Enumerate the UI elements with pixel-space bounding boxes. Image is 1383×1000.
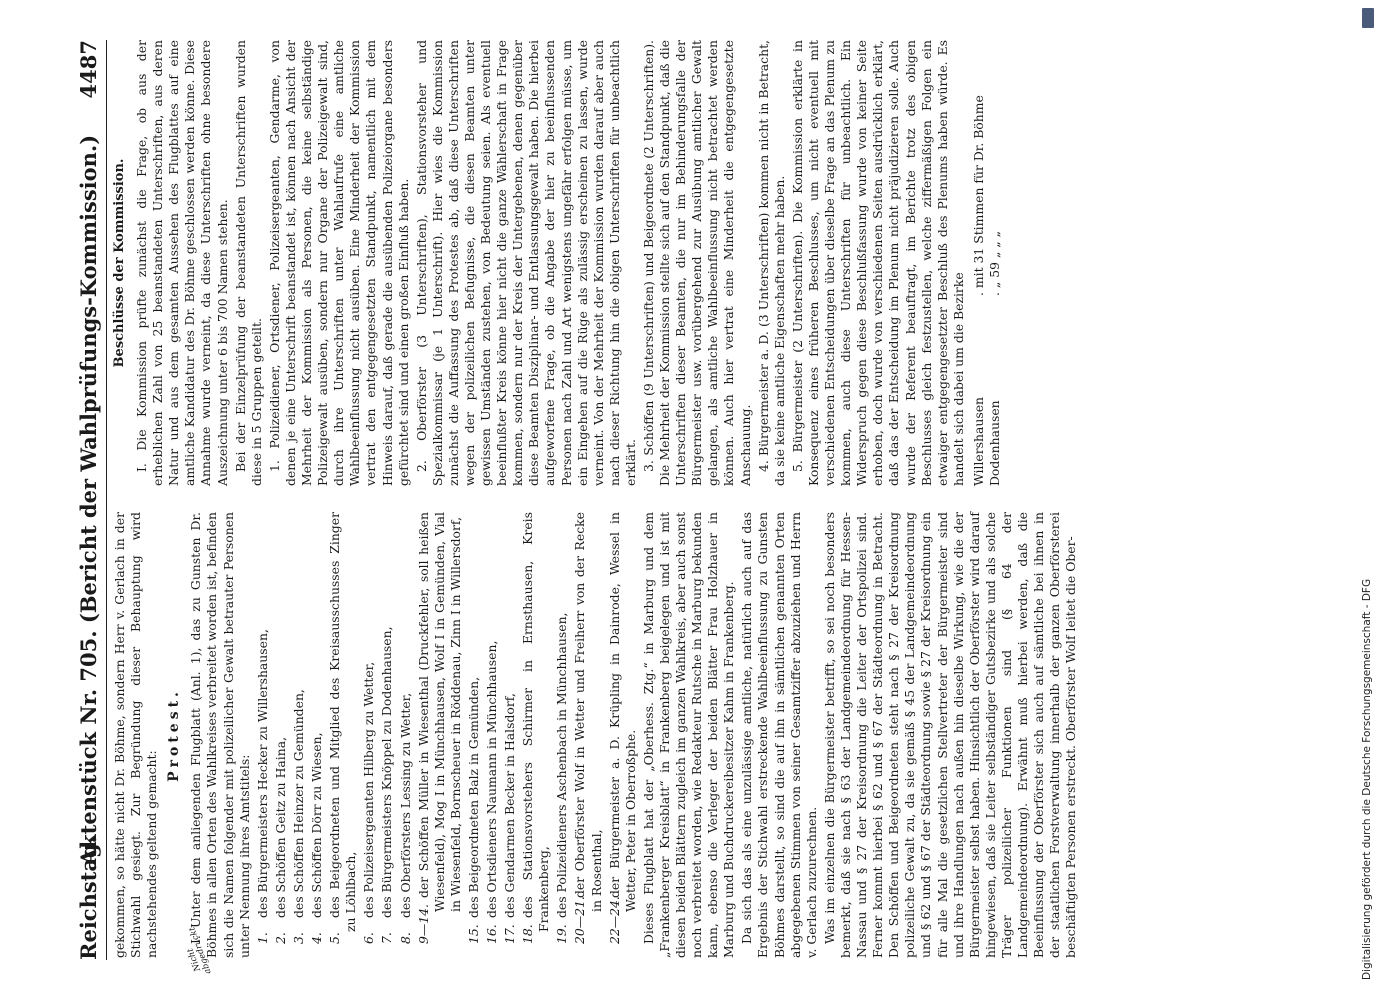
section-heading-protest: Protest. (166, 688, 183, 782)
right-para-7: 5. Bürgermeister (2 Unterschriften). Die Kommission erklärte in Konsequenz eines früheren Beschlusses, um nicht eventuell mit verschiedenen Entscheidungen über dieselbe Frage an das Plenum zu kommen, auch diese Unterschriften für unbeachtlich. Ein Widerspruch gegen diese Beschlußfassung wurde von keiner Seite erhoben, doch wurde von verschiedenen Seiten ausdrücklich erklärt, daß das der Entscheidung im Plenum nicht präjudizieren solle. Auch wurde der Referent beauftragt, im Berichte trotz des obigen Beschlusses gleich festzustellen, welche ziffermäßigen Folgen ein etwaiger entgegengesetzter Beschluß des Plenums haben würde. Es handelt sich dabei um die Bezirke (789, 40, 966, 486)
list-text: der Oberförster Wolf in Wetter und Freiherr von der Recke in Rosenthal, (572, 512, 604, 912)
digitization-note-text: Digitalisierung gefördert durch die Deutsche Forschungsgemeinschaft - DFG (1361, 578, 1373, 980)
vote-table (971, 40, 1003, 486)
list-number: 19. (554, 924, 570, 944)
list-item (398, 512, 414, 958)
list-item (466, 512, 482, 958)
list-number: 8. (397, 932, 413, 944)
left-para-2: Dieses Flugblatt hat der „Oberhess. Ztg.“ in Marburg und dem „Frankenberger Kreisblatt“ in Frankenberg beigelegen und ist mit diesen beiden Blättern zugleich im ganzen Wahlkreis, aber auch sonst noch verbreitet worden, wie Redakteur Rutsche in Marburg bekunden kann, ebenso die Verleger der beiden Blätter Frau Holzhauer in Marburg und Buchdruckereibesitzer Kahm in Frankenberg. (640, 512, 737, 958)
page-number: 4487 (76, 40, 101, 99)
list-number: 6. (361, 932, 377, 944)
list-number: 15. (465, 924, 481, 944)
list-item (416, 512, 464, 958)
list-text: des Schöffen Dörr zu Wiesen, (309, 732, 325, 918)
list-text: des Gendarmen Becker in Halsdorf, (502, 693, 518, 918)
header-rule (106, 40, 107, 960)
list-number: 3. (290, 932, 306, 944)
list-text: der Schöffen Müller in Wiesenthal (Druckfehler, soll heißen Wiesenfeld), Mog I in Münchhausen, Wolf I in Gemünden, Vial in Wiesenfeld, Bornscheuer in Röddenau, Zinn I in Willersdorf, (415, 512, 463, 912)
list-item (273, 512, 289, 958)
list-text: des Ortsdieners Naumann in Münchhausen, (483, 640, 499, 918)
list-text: des Polizeisergeanten Hilberg zu Wetter, (361, 661, 377, 918)
right-para-1: I. Die Kommission prüfte zunächst die Frage, ob aus der erheblichen Zahl von 25 beanstandeten Unterschriften, aus deren Natur und aus dem gesamten Aussehen des Flugblattes auf eine amtliche Kandidatur des Dr. Böhme geschlossen werden könne. Diese Annahme wurde verneint, da diese Unterschriften ohne besondere Auszeichnung unter 6 bis 700 Namen stehen. (134, 40, 230, 486)
list-number: 1. (254, 932, 270, 944)
list-number: 2. (272, 932, 288, 944)
list-text: des Beigeordneten Balz in Gemünden, (465, 676, 481, 918)
list-text: des Stationsvorstehers Schirmer in Ernsthausen, Kreis Frankenberg, (520, 512, 552, 932)
list-number: 17. (502, 924, 518, 944)
list-item (361, 512, 377, 958)
list-text: der Bürgermeister a. D. Krüpling in Dainrode, Wessel in Wetter, Peter in Oberroßphe. (606, 512, 638, 912)
header-left: Reichstag. (76, 836, 101, 960)
list-item (309, 512, 325, 958)
list-item (520, 512, 552, 958)
right-column (112, 40, 1003, 486)
list-item (327, 512, 359, 958)
list-text: des Schöffen Geitz zu Haina, (272, 736, 288, 918)
vote-count: . mit 31 Stimmen für Dr. Böhme (970, 95, 986, 296)
left-column (112, 512, 1081, 976)
list-item (554, 512, 570, 958)
left-para-4: Was im einzelnen die Bürgermeister betrifft, so sei noch besonders bemerkt, daß sie nach § 63 der Landgemeindeordnung für Hessen-Nassau und § 27 der Kreisordnung die Leiter der Ortspolizei sind. Ferner kommt hierbei § 62 und § 67 der Städteordnung in Betracht. Den Schöffen und Beigeordneten steht nach § 27 der Kreisordnung polizeiliche Gewalt zu, da sie gemäß § 45 der Landgemeindeordnung und § 62 und § 67 der Städteordnung sowie § 27 der Kreisordnung ein für alle Mal die gesetzlichen Stellvertreter der Bürgermeister sind und ihre Handlungen nach außen hin dieselbe Wirkung, wie die der Bürgermeister selbst haben. Hinsichtlich der Oberförster wird darauf hingewiesen, daß sie Leiter selbständiger Gutsbezirke und als solche Träger polizeilicher Funktionen sind (§ 64 der Landgemeindeordnung). Erwähnt muß hierbei werden, daß die Beeinflussung der Oberförster sich auch auf sämtliche bei ihnen in der staatlichen Forstverwaltung innerhalb der ganzen Oberförsterei beschäftigten Personen erstreckt. Oberförster Wolf leitet die Ober- (821, 512, 1079, 958)
digitization-note (1360, 10, 1374, 990)
vote-row (971, 40, 987, 486)
list-number: 5. (327, 932, 343, 944)
list-number: 16. (483, 924, 499, 944)
list-item (502, 512, 518, 958)
right-para-2: Bei der Einzelprüfung der beanstandeten Unterschriften wurden diese in 5 Gruppen geteilt. (232, 40, 264, 486)
signatory-list (255, 512, 639, 958)
page-header (72, 40, 106, 960)
margin-note: Nicht abgedruckt. (185, 922, 214, 976)
list-text: des Polizeidieners Aschenbach in Münchhausen, (554, 612, 570, 918)
list-item (379, 512, 395, 958)
vote-row (987, 40, 1003, 486)
right-para-6: 4. Bürgermeister a. D. (3 Unterschriften) kommen nicht in Betracht, da sie keine amtliche Eigenschaften mehr haben. (755, 40, 787, 486)
header-title: Aktenstück Nr. 705. (Bericht der Wahlprüfungs-Kommission.) (76, 134, 101, 866)
vote-district: Dodenhausen (986, 400, 1002, 486)
right-para-5: 3. Schöffen (9 Unterschriften) und Beigeordnete (2 Unterschriften). Die Mehrheit der Kommission stellte sich auf den Standpunkt, daß die Unterschriften dieser Beamten, die nur im Behinderungsfalle der Bürgermeister usw. vorübergehend zur Ausübung amtlicher Gewalt gelangen, als amtliche Wahlbeeinflussung nicht betrachtet werden können. Auch hier vertrat eine Minderheit die entgegengesetzte Anschauung. (641, 40, 753, 486)
list-text: des Beigeordneten und Mitglied des Kreisausschusses Zinger zu Löhlbach, (327, 512, 359, 932)
list-number: 20—21. (572, 896, 588, 944)
vote-district: Willershausen (970, 396, 986, 486)
left-para-3: Da sich das als eine unzulässige amtliche, natürlich auch auf das Ergebnis der Stichwahl erstreckende Wahlbeeinflussung zu Gunsten Böhmes darstellt, so sind die auf ihn in sämtlichen genannten Orten abgegebenen Stimmen von seiner Gesamtziffer abzuziehen und Herrn v. Gerlach zuzurechnen. (739, 512, 819, 958)
left-para-1: I. Unter dem anliegenden Flugblatt (Anl. 1), das zu Gunsten Dr. Böhmes in allen Orten des Wahlkreises verbreitet worden ist, befinden sich die Namen folgender mit polizeilicher Gewalt betrauter Personen unter Nennung ihres Amtstitels: (188, 512, 252, 958)
list-number: 7. (379, 932, 395, 944)
list-text: des Bürgermeisters Knöppel zu Dodenhausen, (379, 626, 395, 918)
rotated-page-frame (60, 20, 1300, 980)
document-page (60, 20, 1300, 980)
list-number: 22—24. (606, 896, 622, 944)
list-text: des Oberförsters Lessing zu Wetter, (397, 692, 413, 918)
left-intro: gekommen, so hätte nicht Dr. Böhme, sondern Herr v. Gerlach in der Stichwahl gesiegt. Zur Begründung dieser Behauptung wird nachstehendes geltend gemacht: (112, 512, 160, 958)
section-heading-decisions: Beschlüsse der Kommission. (112, 158, 127, 368)
list-number: 9—14. (415, 904, 431, 944)
list-number: 4. (309, 932, 325, 944)
list-item (291, 512, 307, 958)
list-item (607, 512, 639, 958)
right-para-4: 2. Oberförster (3 Unterschriften), Stationsvorsteher und Spezialkommissar (je 1 Unterschrift). Hier wies die Kommission zunächst die Auffassung des Protestes ab, daß diese Unterschriften wegen der polizeilichen Befugnisse, die diesen Beamten unter gewissen Umständen zustehen, von Bedeutung seien. Als eventuell beeinflußter Kreis könne hier nicht die ganze Wählerschaft in Frage kommen, sondern nur der Kreis der Untergebenen, denen gegenüber diese Beamten Disziplinar- und Entlassungsgewalt haben. Die hierbei aufgeworfene Frage, ob die Angabe der hier zu beeinflussenden Personen nach Zahl und Art wenigstens ungefähr erfolgen müsse, um ein Eingehen auf die Rüge als zulässig erscheinen zu lassen, wurde verneint. Von der Mehrheit der Kommission wurden darauf aber auch nach dieser Richtung hin die obigen Unterschriften für unbeachtlich erklärt. (413, 40, 638, 486)
list-text: des Schöffen Heinzer zu Gemünden, (290, 689, 306, 918)
list-item (484, 512, 500, 958)
list-number: 18. (520, 924, 536, 944)
list-item (255, 512, 271, 958)
list-item (572, 512, 604, 958)
vote-count: . „ 59 „ „ „ (986, 230, 1002, 296)
right-para-3: 1. Polizeidiener, Ortsdiener, Polizeisergeanten, Gendarme, von denen je eine Unterschrift beanstandet ist, können nach Ansicht der Mehrheit der Kommission als Personen, die keine selbständige Polizeigewalt ausüben, sondern nur Organe der Polizeigewalt sind, durch ihre Unterschriften unter Wahlaufrufe eine amtliche Wahlbeeinflussung nicht ausüben. Eine Minderheit der Kommission vertrat den entgegengesetzten Standpunkt, namentlich mit dem Hinweis darauf, daß gerade die ausübenden Polizeiorgane besonders gefürchtet sind und einen großen Einfluß haben. (266, 40, 411, 486)
list-text: des Bürgermeisters Hecker zu Willershausen, (254, 629, 270, 918)
